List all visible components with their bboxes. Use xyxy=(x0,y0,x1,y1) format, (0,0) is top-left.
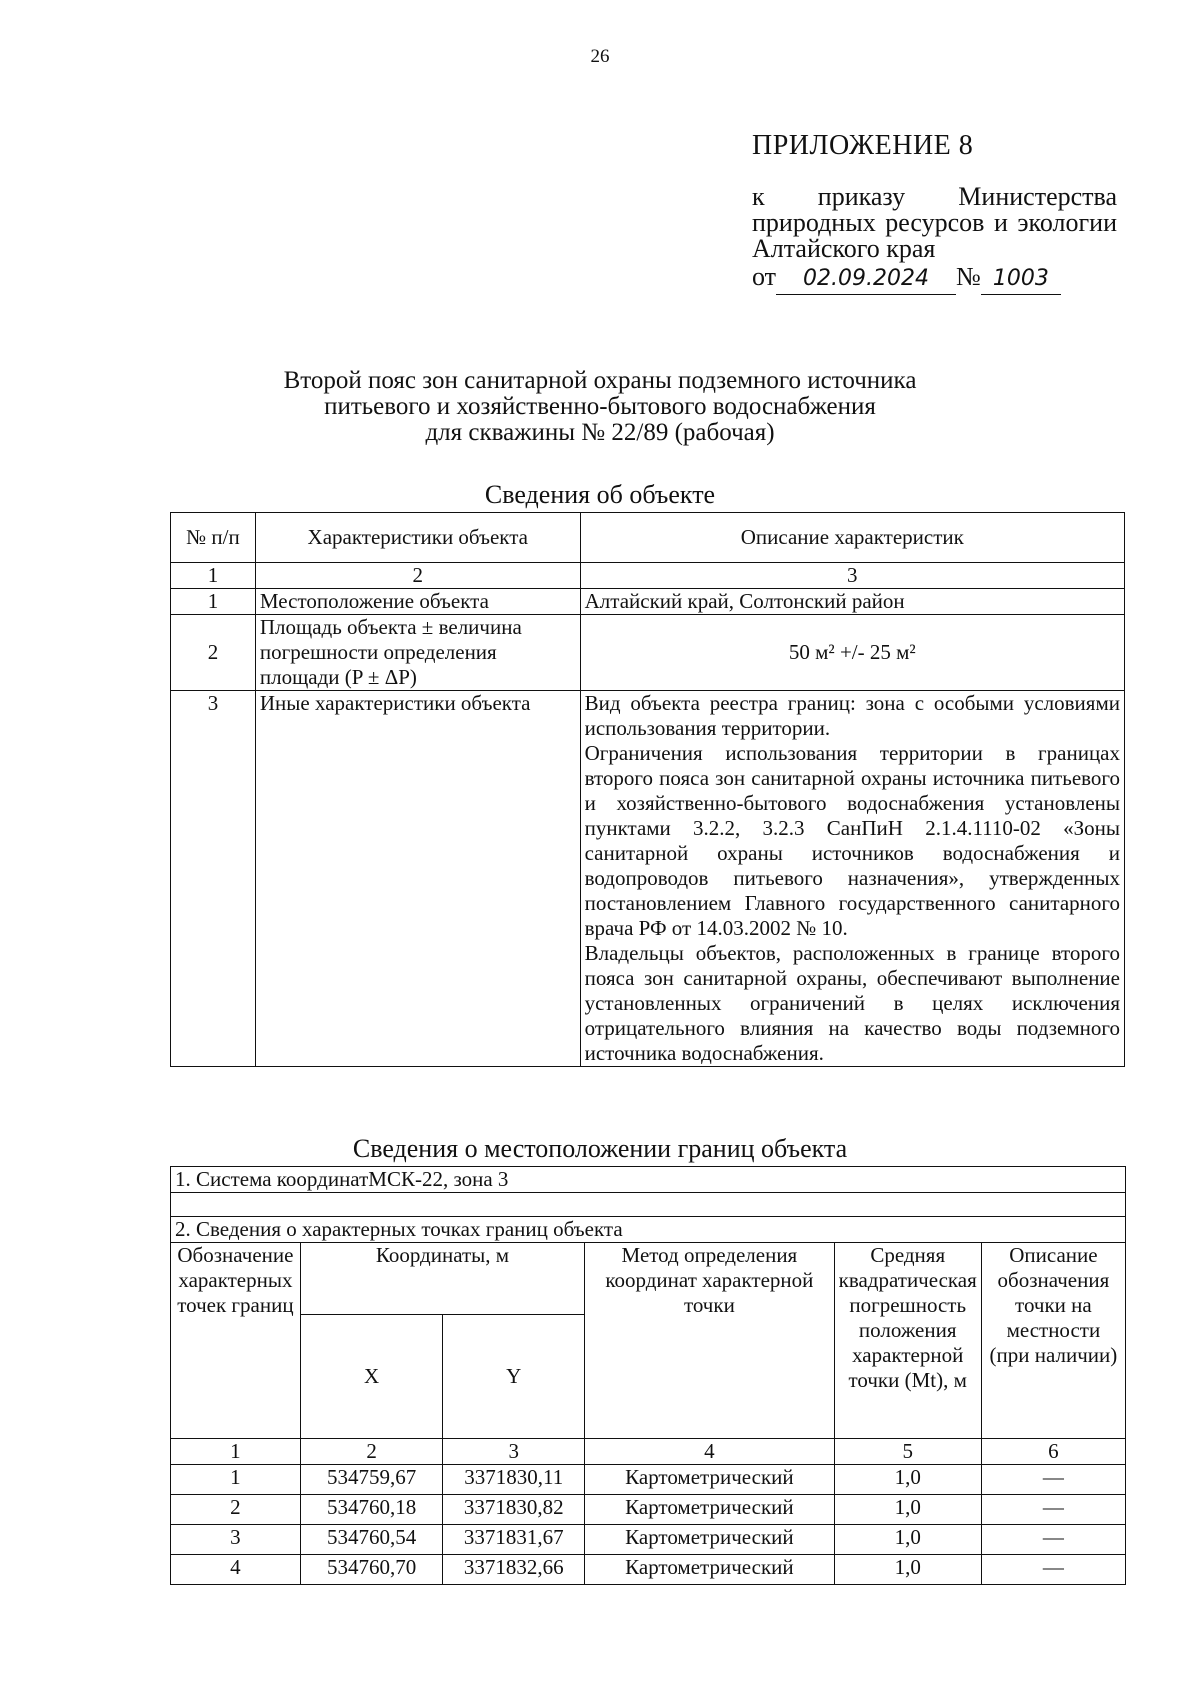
spacer-cell xyxy=(171,1193,1126,1217)
column-number-row xyxy=(171,563,1125,589)
point-method: Картометрический xyxy=(585,1495,835,1525)
column-number: 3 xyxy=(580,563,1124,589)
spacer-row xyxy=(171,1193,1126,1217)
point-x: 534760,54 xyxy=(300,1525,442,1555)
header-method: Метод определения координат характерной точки xyxy=(585,1243,835,1439)
order-number: 1003 xyxy=(981,264,1061,295)
header-designation: Обозначение характерных точек границ xyxy=(171,1243,301,1439)
point-id: 2 xyxy=(171,1495,301,1525)
point-description: — xyxy=(981,1525,1125,1555)
header-coordinates: Координаты, м xyxy=(300,1243,584,1315)
point-id: 3 xyxy=(171,1525,301,1555)
page-number: 26 xyxy=(590,46,610,67)
row-description: Алтайский край, Солтонский район xyxy=(580,589,1124,615)
point-method: Картометрический xyxy=(585,1465,835,1495)
row-description: 50 м² +/- 25 м² xyxy=(580,615,1124,691)
table-row xyxy=(171,1465,1126,1495)
description-paragraph: Вид объекта реестра границ: зона с особыми условиями использования территории. xyxy=(584,691,1120,740)
point-y: 3371830,82 xyxy=(443,1495,585,1525)
description-paragraph: Владельцы объектов, расположенных в границе второго пояса зон санитарной охраны, обеспечивают выполнение установленных ограничений в целях исключения отрицательного влияния на качество воды подземного источника водоснабжения. xyxy=(584,941,1120,1065)
point-y: 3371831,67 xyxy=(443,1525,585,1555)
row-characteristic: Местоположение объекта xyxy=(255,589,580,615)
point-id: 1 xyxy=(171,1465,301,1495)
point-x: 534760,18 xyxy=(300,1495,442,1525)
point-description: — xyxy=(981,1495,1125,1525)
point-x: 534760,70 xyxy=(300,1555,442,1585)
coordinate-system-label: 1. Система координат xyxy=(175,1167,369,1191)
order-prefix: от xyxy=(752,262,777,291)
points-label: 2. Сведения о характерных точках границ объекта xyxy=(171,1217,1126,1243)
object-info-table xyxy=(170,512,1125,1067)
appendix-reference: к приказу Министерства природных ресурсов и экологии Алтайского края xyxy=(752,182,1117,263)
row-num: 2 xyxy=(171,615,256,691)
table-header-row xyxy=(171,513,1125,563)
point-error: 1,0 xyxy=(834,1495,981,1525)
column-number: 5 xyxy=(834,1439,981,1465)
column-number: 4 xyxy=(585,1439,835,1465)
point-id: 4 xyxy=(171,1555,301,1585)
coordinate-system-value: МСК-22, зона 3 xyxy=(368,1167,509,1191)
column-number: 6 xyxy=(981,1439,1125,1465)
order-date: 02.09.2024 xyxy=(776,264,956,295)
document-title-line3: для скважины № 22/89 (рабочая) xyxy=(425,419,775,446)
coordinate-system-cell xyxy=(171,1167,1126,1193)
column-number: 2 xyxy=(255,563,580,589)
header-location-description: Описание обозначения точки на местности (при наличии) xyxy=(981,1243,1125,1439)
point-x: 534759,67 xyxy=(300,1465,442,1495)
point-error: 1,0 xyxy=(834,1525,981,1555)
column-number: 1 xyxy=(171,1439,301,1465)
appendix-title: ПРИЛОЖЕНИЕ 8 xyxy=(752,130,974,161)
row-characteristic: Иные характеристики объекта xyxy=(255,691,580,1067)
column-number-row xyxy=(171,1439,1126,1465)
point-description: — xyxy=(981,1555,1125,1585)
column-number: 2 xyxy=(300,1439,442,1465)
document-title xyxy=(0,368,1200,446)
table-row xyxy=(171,691,1125,1067)
header-characteristics: Характеристики объекта xyxy=(255,513,580,563)
header-description: Описание характеристик xyxy=(580,513,1124,563)
boundary-info-title: Сведения о местоположении границ объекта xyxy=(352,1134,848,1163)
table-row xyxy=(171,1495,1126,1525)
row-characteristic: Площадь объекта ± величина погрешности определения площади (P ± ΔP) xyxy=(255,615,580,691)
row-num: 1 xyxy=(171,589,256,615)
points-label-row xyxy=(171,1217,1126,1243)
point-method: Картометрический xyxy=(585,1555,835,1585)
table-row xyxy=(171,589,1125,615)
description-paragraph: Ограничения использования территории в границах второго пояса зон санитарной охраны источника питьевого и хозяйственно-бытового водоснабжения установлены пунктами 3.2.2, 3.2.3 СанПиН 2.1.4.1110-02 «Зоны санитарной охраны источников водоснабжения и водопроводов питьевого назначения», утвержденных постановлением Главного государственного санитарного врача РФ от 14.03.2002 № 10. xyxy=(584,741,1120,940)
object-info-title: Сведения об объекте xyxy=(484,480,716,509)
point-y: 3371830,11 xyxy=(443,1465,585,1495)
point-method: Картометрический xyxy=(585,1525,835,1555)
number-sign: № xyxy=(956,262,981,291)
appendix-block xyxy=(752,130,1117,295)
point-error: 1,0 xyxy=(834,1465,981,1495)
point-description: — xyxy=(981,1465,1125,1495)
point-y: 3371832,66 xyxy=(443,1555,585,1585)
row-num: 3 xyxy=(171,691,256,1067)
coordinate-system-row xyxy=(171,1167,1126,1193)
header-y: Y xyxy=(443,1315,585,1439)
column-number: 1 xyxy=(171,563,256,589)
header-num: № п/п xyxy=(171,513,256,563)
document-title-line1: Второй пояс зон санитарной охраны подземного источника xyxy=(283,367,917,394)
point-error: 1,0 xyxy=(834,1555,981,1585)
row-description xyxy=(580,691,1124,1067)
points-header-row xyxy=(171,1243,1126,1315)
table-row xyxy=(171,615,1125,691)
table-row xyxy=(171,1525,1126,1555)
column-number: 3 xyxy=(443,1439,585,1465)
table-row xyxy=(171,1555,1126,1585)
document-title-line2: питьевого и хозяйственно-бытового водоснабжения xyxy=(324,393,876,420)
header-error: Средняя квадратическая погрешность положения характерной точки (Mt), м xyxy=(834,1243,981,1439)
header-x: X xyxy=(300,1315,442,1439)
boundary-info-table xyxy=(170,1166,1126,1585)
order-line xyxy=(752,262,1117,295)
